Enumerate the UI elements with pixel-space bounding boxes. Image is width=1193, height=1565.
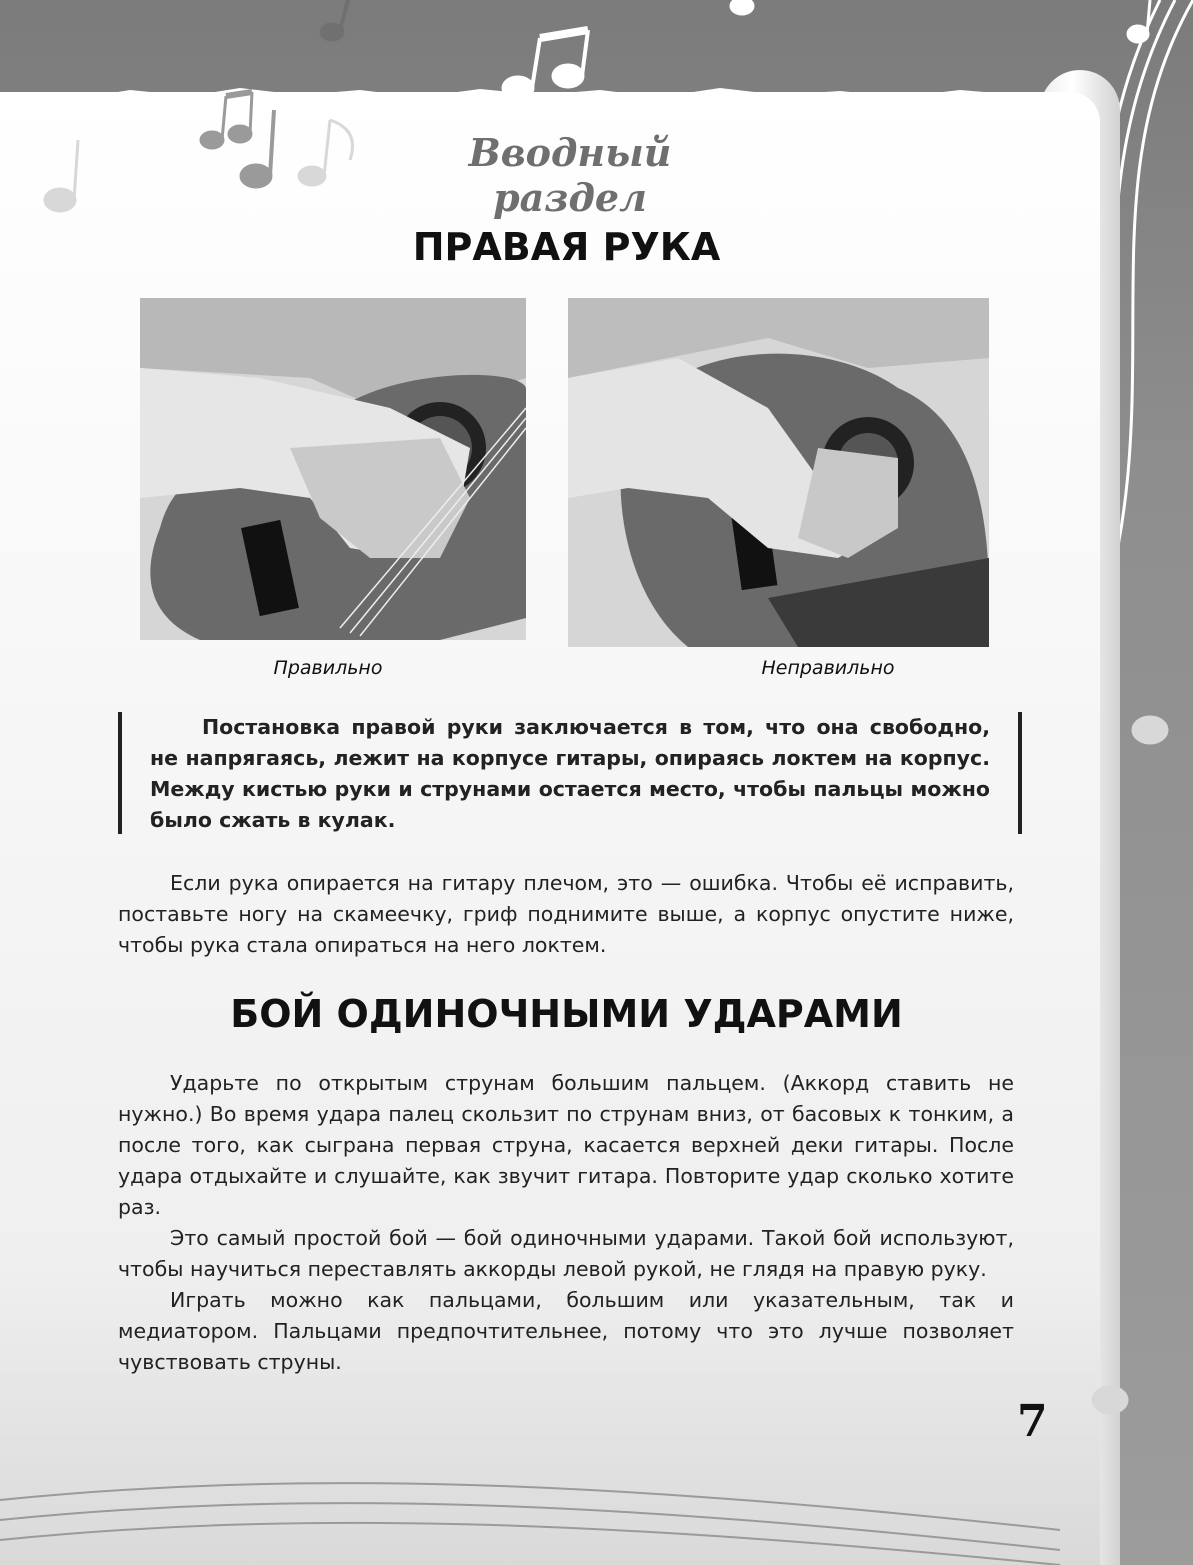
caption-incorrect: Неправильно	[761, 657, 895, 679]
photo-correct	[140, 298, 526, 640]
section-header: Вводный раздел	[468, 130, 672, 220]
guitar-hand-incorrect-image	[568, 298, 989, 647]
paragraph-strike-2: Это самый простой бой — бой одиночными ударами. Такой бой используют, чтобы научиться переставлять аккорды левой рукой, не глядя на правую руку.	[118, 1226, 1014, 1281]
photo-incorrect	[568, 298, 989, 647]
page-number: 7	[1017, 1396, 1048, 1447]
paragraph-error-fix: Если рука опирается на гитару плечом, это — ошибка. Чтобы её исправить, поставьте ногу на скамеечку, гриф поднимите выше, а корпус опустите ниже, чтобы рука стала опираться на него локтем.	[118, 871, 1014, 957]
paragraph-strike-3: Играть можно как пальцами, большим или указательным, так и медиатором. Пальцами предпочтительнее, потому что это лучше позволяет чувствовать струны.	[118, 1288, 1014, 1374]
callout-block	[118, 712, 1022, 834]
right-hand-title: ПРАВАЯ РУКА	[412, 225, 721, 269]
strike-paragraphs-block	[118, 1068, 1014, 1378]
callout-text: Постановка правой руки заключается в том, что она свободно, не напрягаясь, лежит на корпусе гитары, опираясь локтем на корпус. Между кистью руки и струнами остается место, чтобы пальцы можно было сжать в кулак.	[150, 715, 990, 832]
single-strike-title: БОЙ ОДИНОЧНЫМИ УДАРАМИ	[230, 992, 903, 1036]
error-paragraph-block	[118, 868, 1014, 961]
guitar-hand-correct-image	[140, 298, 526, 640]
caption-correct: Правильно	[273, 657, 383, 679]
paragraph-strike-1: Ударьте по открытым струнам большим пальцем. (Аккорд ставить не нужно.) Во время удара палец скользит по струнам вниз, от басовых к тонким, а после того, как сыграна первая струна, касается верхней деки гитары. После удара отдыхайте и слушайте, как звучит гитара. Повторите удар сколько хотите раз.	[118, 1071, 1014, 1219]
